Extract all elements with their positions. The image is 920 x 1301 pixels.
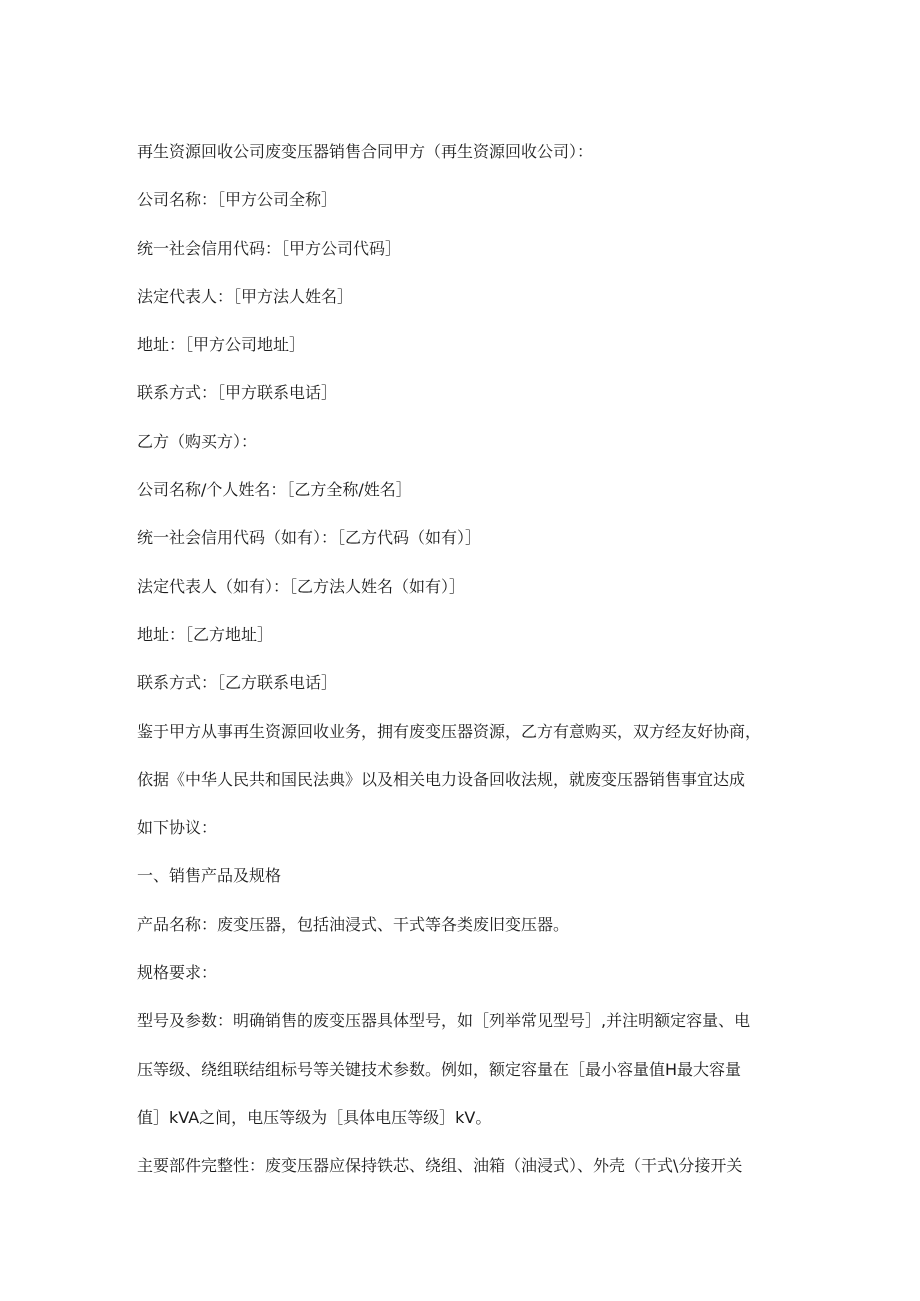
model-params-line-1: 型号及参数：明确销售的废变压器具体型号，如［列举常见型号］,并注明额定容量、电 [137, 1011, 751, 1031]
product-name: 产品名称：废变压器，包括油浸式、干式等各类废旧变压器。 [137, 914, 570, 934]
party-b-credit-code: 统一社会信用代码（如有）：［乙方代码（如有）］ [137, 528, 482, 548]
party-b-heading: 乙方（购买方）： [137, 431, 258, 451]
party-b-name: 公司名称/个人姓名：［乙方全称/姓名］ [137, 480, 412, 500]
section-1-heading: 一、销售产品及规格 [137, 866, 282, 886]
spec-requirements-label: 规格要求： [137, 963, 218, 983]
party-a-legal-rep: 法定代表人：［甲方法人姓名］ [137, 286, 354, 306]
model-params-line-2: 压等级、绕组联结组标号等关键技术参数。例如，额定容量在［最小容量值H最大容量 [137, 1059, 742, 1079]
model-params-line-3: 值］kVA之间，电压等级为［具体电压等级］kV。 [137, 1107, 492, 1127]
party-a-company-name: 公司名称：［甲方公司全称］ [137, 190, 338, 210]
party-b-legal-rep: 法定代表人（如有）：［乙方法人姓名（如有）］ [137, 576, 466, 596]
component-integrity-line: 主要部件完整性：废变压器应保持铁芯、绕组、油箱（油浸式）、外壳（干式\分接开关 [137, 1156, 743, 1176]
contract-title-party-a: 再生资源回收公司废变压器销售合同甲方（再生资源回收公司）： [137, 142, 594, 161]
preamble-line-3: 如下协议： [137, 818, 218, 838]
contract-body [137, 128, 787, 1191]
preamble-line-2: 依据《中华人民共和国民法典》以及相关电力设备回收法规，就废变压器销售事宜达成 [137, 769, 746, 789]
party-a-contact: 联系方式：［甲方联系电话］ [137, 383, 338, 403]
preamble-line-1: 鉴于甲方从事再生资源回收业务，拥有废变压器资源，乙方有意购买，双方经友好协商， [137, 721, 762, 741]
party-a-address: 地址：［甲方公司地址］ [137, 335, 306, 355]
party-b-address: 地址：［乙方地址］ [137, 624, 274, 644]
party-a-credit-code: 统一社会信用代码：［甲方公司代码］ [137, 238, 402, 258]
party-b-contact: 联系方式：［乙方联系电话］ [137, 673, 338, 693]
